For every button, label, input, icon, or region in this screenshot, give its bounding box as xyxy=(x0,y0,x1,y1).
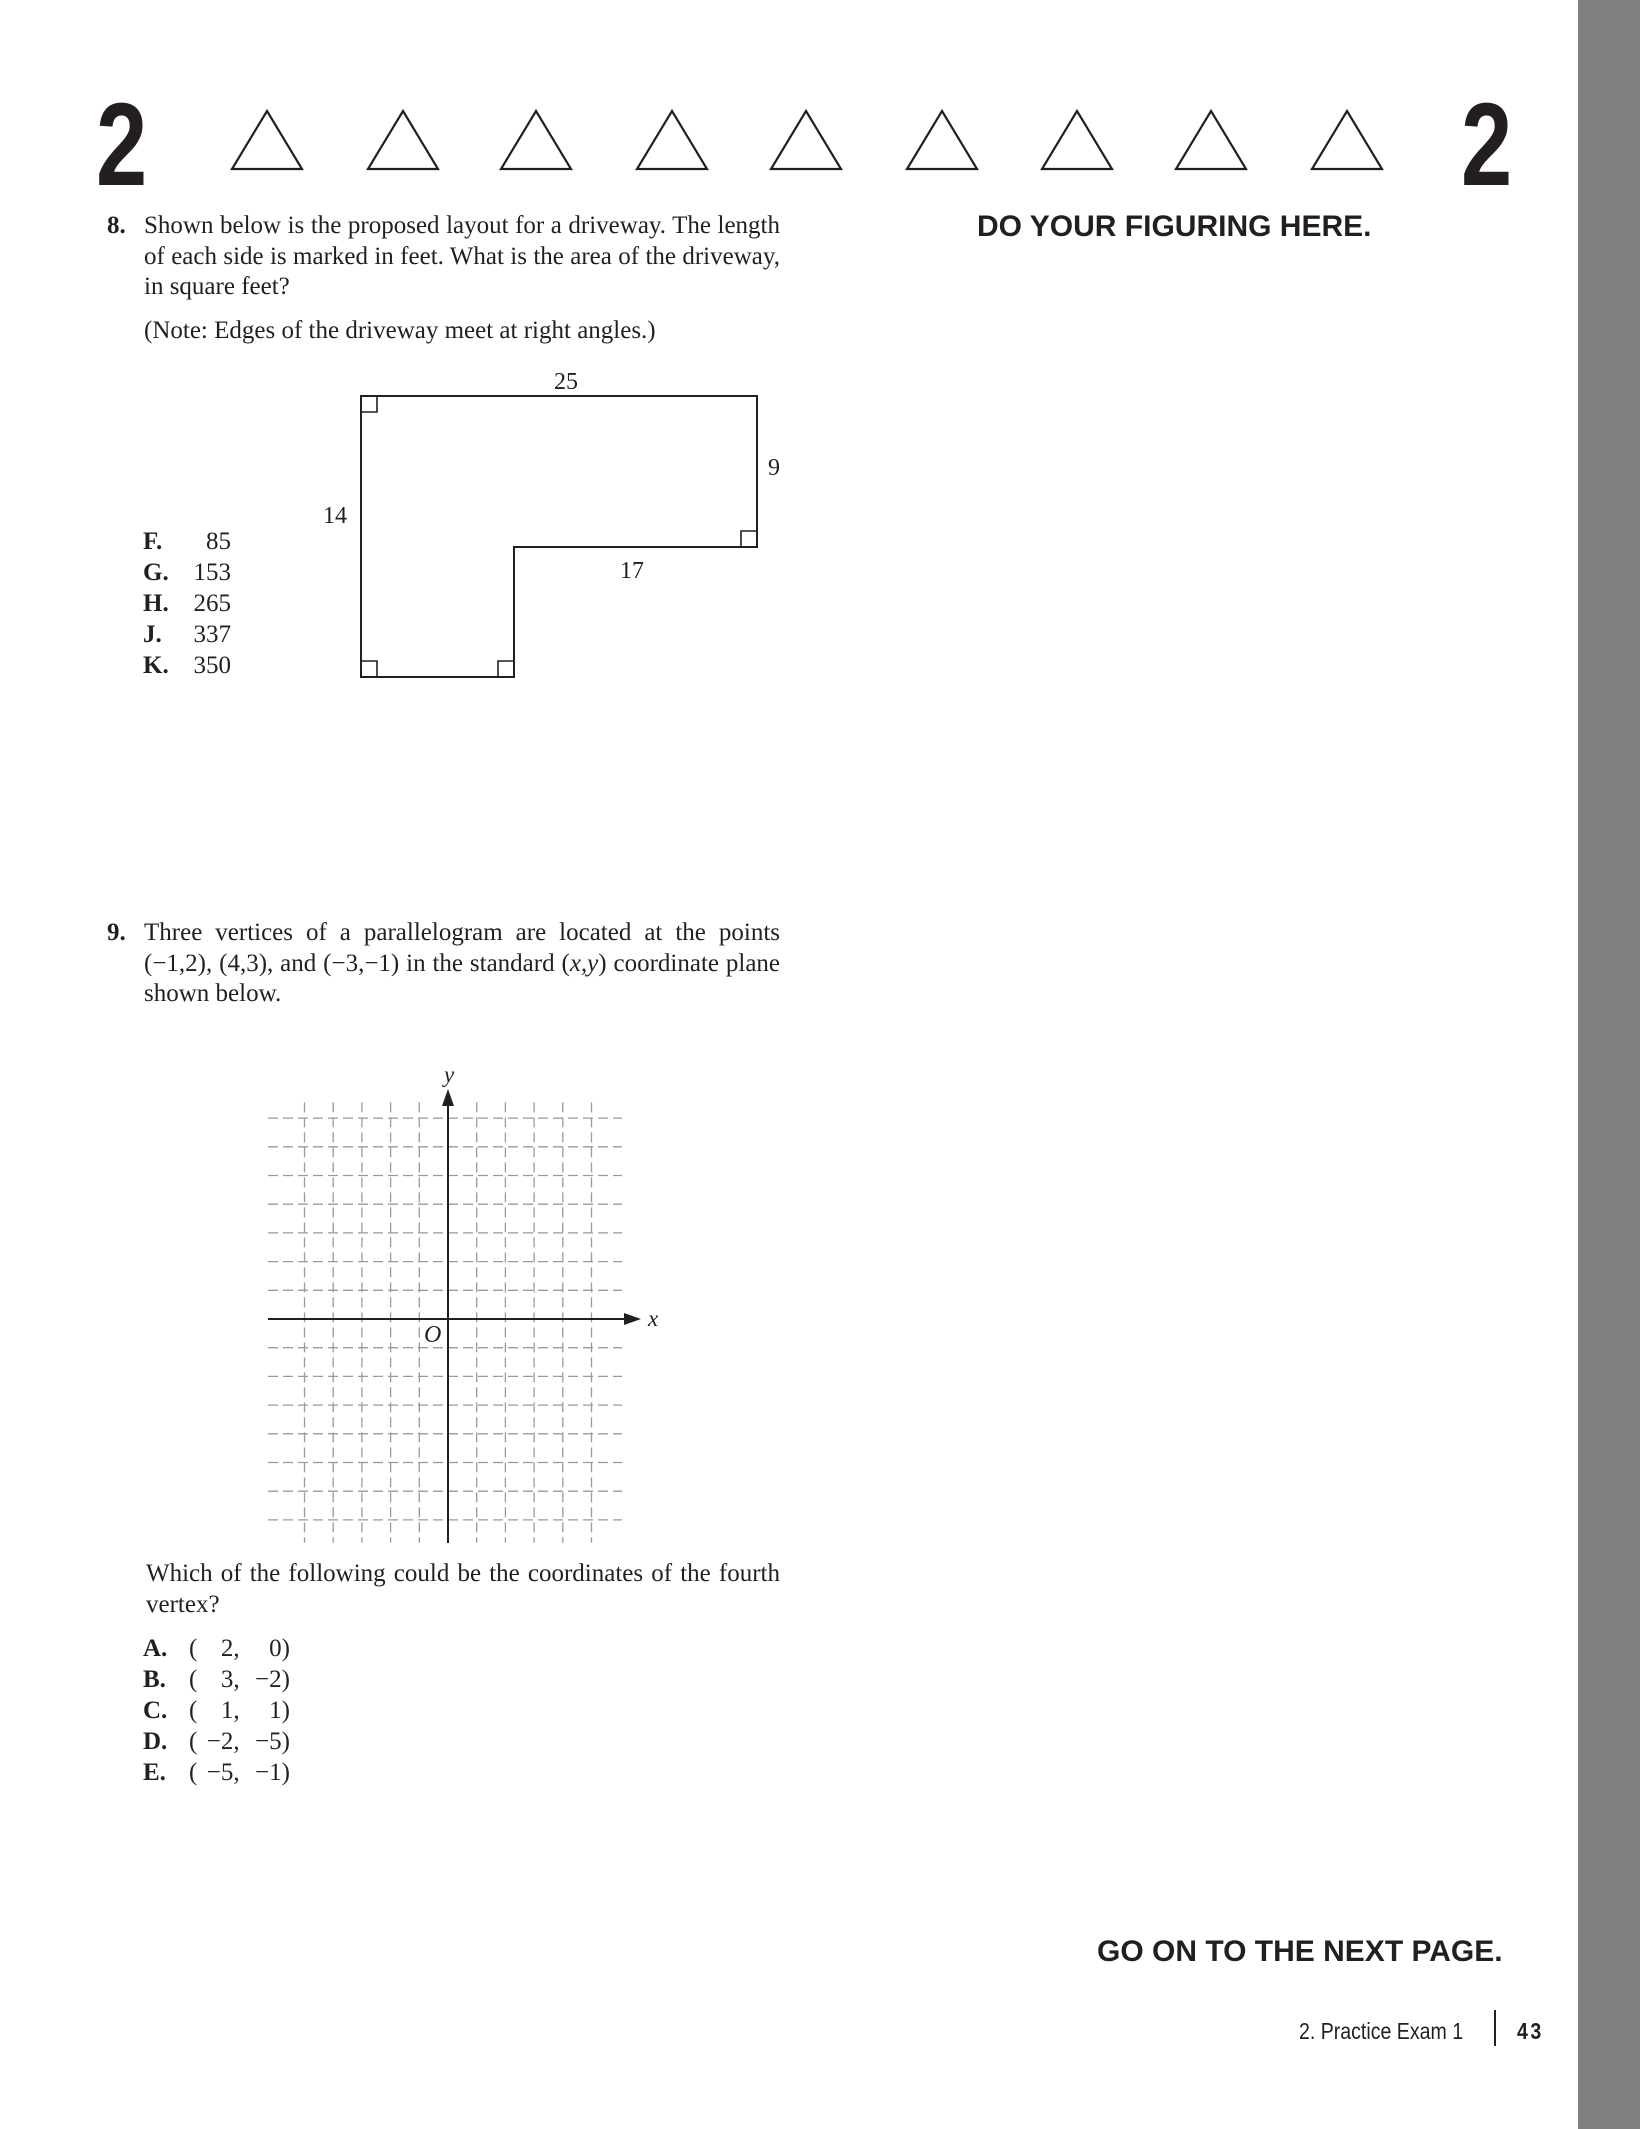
answer-choice-c[interactable]: C. ( 1, 1) xyxy=(143,1697,290,1724)
x-axis-label: x xyxy=(648,1306,659,1331)
coord-y: 1 xyxy=(269,1697,282,1724)
y-axis-label: y xyxy=(444,1062,455,1087)
side-label-right: 9 xyxy=(768,455,780,481)
answer-choice-b[interactable]: B. ( 3, −2) xyxy=(143,1666,290,1693)
question-text: Shown below is the proposed layout for a driveway. The length of each side is marked in feet. What is the area of the driveway, in square feet? xyxy=(144,212,780,300)
choice-letter: D. xyxy=(143,1728,168,1755)
choice-letter: A. xyxy=(143,1635,168,1662)
side-label-inner: 17 xyxy=(620,558,644,584)
coord-y: −5 xyxy=(254,1728,282,1755)
page-edge-bar xyxy=(1578,0,1640,2129)
coord-x: −2 xyxy=(206,1728,234,1755)
coord-x: −5 xyxy=(206,1759,234,1786)
question-note: (Note: Edges of the driveway meet at right angles.) xyxy=(144,317,656,344)
choice-value: 337 xyxy=(193,621,231,648)
answer-choice-e[interactable]: E. ( −5, −1) xyxy=(143,1759,290,1786)
coord-y: −1 xyxy=(254,1759,282,1786)
choice-value: 265 xyxy=(193,590,231,617)
triangle-icon xyxy=(1310,109,1384,171)
coord-x: 1 xyxy=(220,1697,234,1724)
triangle-icon xyxy=(1174,109,1248,171)
choice-letter: F. xyxy=(143,528,163,555)
choice-letter: J. xyxy=(143,621,162,648)
question-number: 9. xyxy=(107,919,126,946)
choice-letter: B. xyxy=(143,1666,166,1693)
coord-y: 0 xyxy=(269,1635,282,1662)
choice-letter: C. xyxy=(143,1697,168,1724)
choice-value: 350 xyxy=(193,652,231,679)
choice-letter: G. xyxy=(143,559,169,586)
coordinate-plane xyxy=(0,0,720,1560)
coord-y: −2 xyxy=(254,1666,282,1693)
figuring-note: DO YOUR FIGURING HERE. xyxy=(977,210,1372,243)
choice-letter: E. xyxy=(143,1759,166,1786)
section-number-left: 2 xyxy=(96,79,148,211)
question-prompt: Which of the following could be the coordinates of the fourth vertex? xyxy=(146,1560,780,1618)
text-part: ) coordinate plane shown below. xyxy=(144,949,781,1007)
grid-lines xyxy=(268,1102,622,1543)
chapter-label: 2. Practice Exam 1 xyxy=(1299,2018,1464,2044)
choice-value: 153 xyxy=(193,559,231,586)
text-part-italic: x,y xyxy=(569,949,599,977)
y-axis-arrow-icon xyxy=(442,1089,454,1106)
choice-letter: H. xyxy=(143,590,169,617)
footer-divider xyxy=(1494,2010,1496,2046)
section-number-right: 2 xyxy=(1461,79,1513,211)
origin-label: O xyxy=(424,1322,442,1348)
question-number: 8. xyxy=(107,212,126,239)
triangle-icon xyxy=(1040,109,1114,171)
x-axis-arrow-icon xyxy=(624,1313,641,1325)
side-label-top: 25 xyxy=(554,369,578,395)
right-angle-marker xyxy=(741,531,757,547)
answer-choice-d[interactable]: D. ( −2, −5) xyxy=(143,1728,290,1755)
answer-choice-a[interactable]: A. ( 2, 0) xyxy=(143,1635,290,1662)
side-label-left: 14 xyxy=(323,503,347,529)
text-part: Three vertices of a parallelogram are located at the points (−1,2), (4,3), and (−3,−1) in the standard ( xyxy=(144,919,780,977)
coord-x: 3 xyxy=(220,1666,234,1693)
choice-value: 85 xyxy=(206,528,231,555)
coord-x: 2 xyxy=(220,1635,234,1662)
page-number: 43 xyxy=(1517,2018,1544,2044)
choice-letter: K. xyxy=(143,652,169,679)
next-page-note: GO ON TO THE NEXT PAGE. xyxy=(1097,1935,1503,1968)
